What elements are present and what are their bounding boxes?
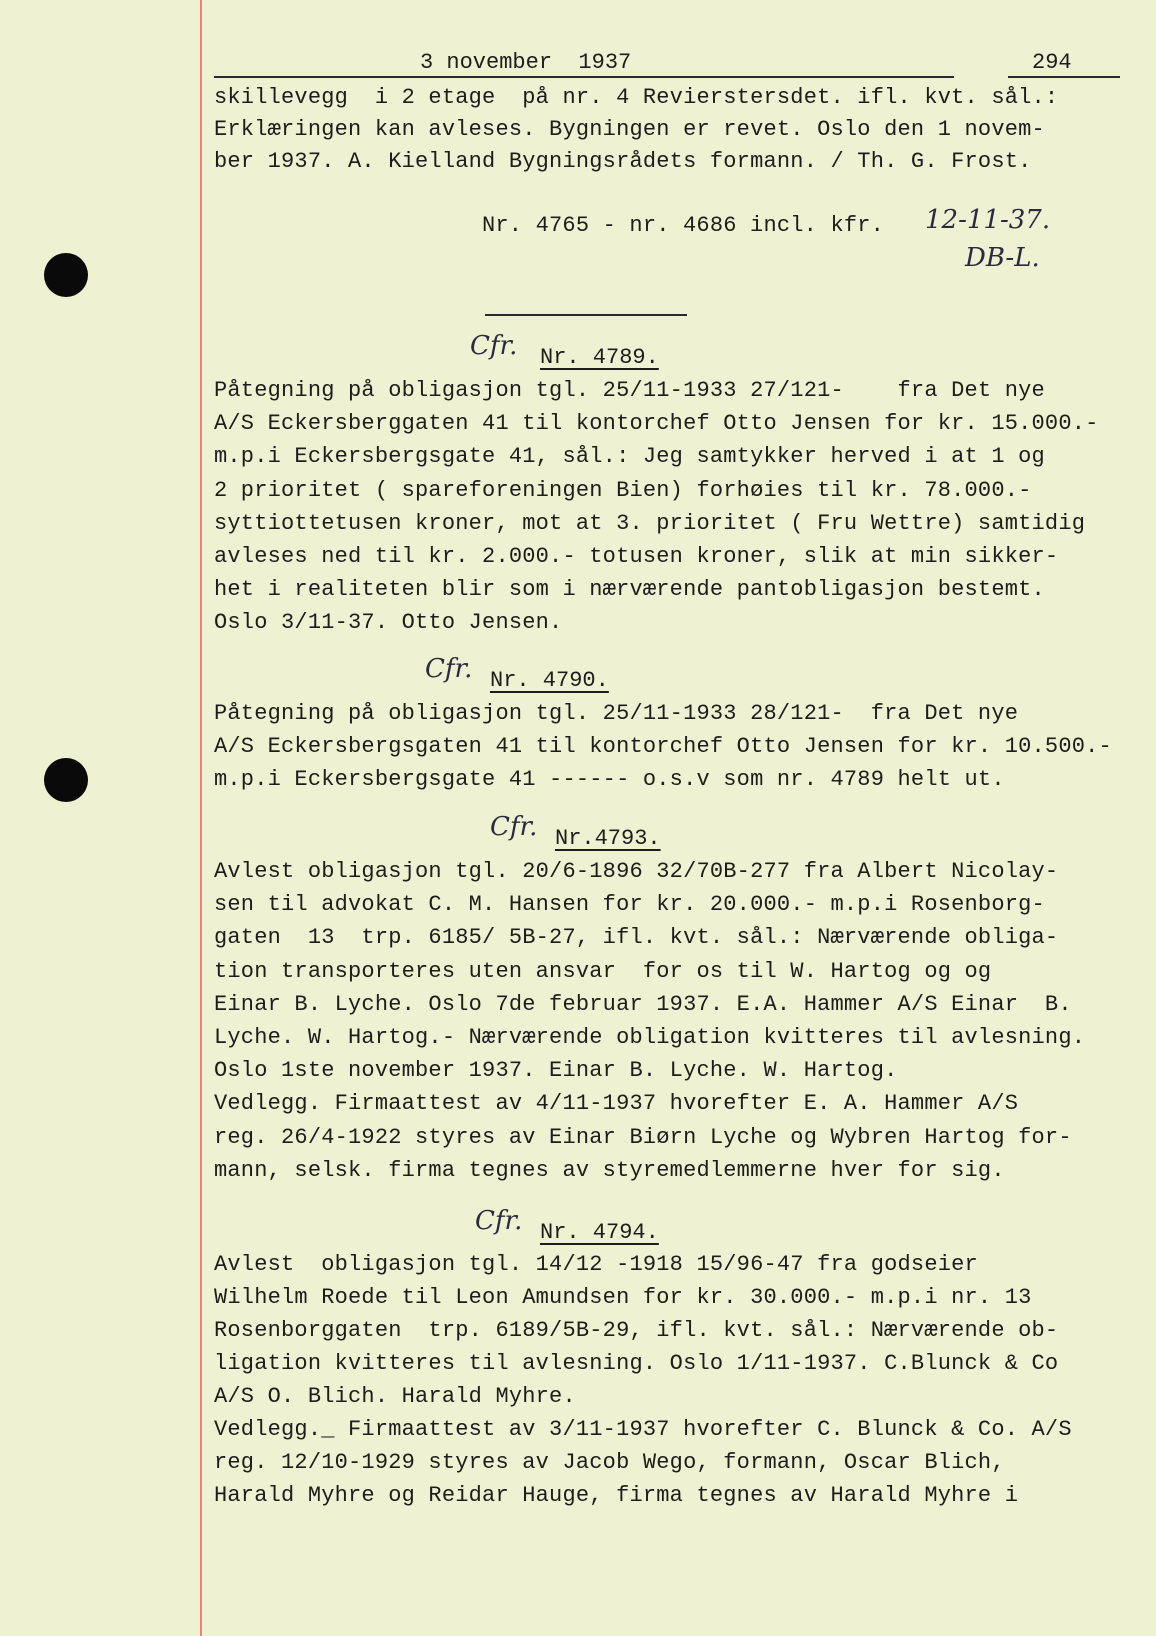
handwritten-mark: Cfr. xyxy=(470,331,518,361)
text-line: A/S Eckersbergsgaten 41 til kontorchef Otto Jensen for kr. 10.500.- xyxy=(214,734,1112,759)
punch-hole xyxy=(44,253,88,297)
handwritten-mark: Cfr. xyxy=(475,1206,523,1236)
entry-number: Nr. 4794. xyxy=(540,1220,659,1245)
text-line: skillevegg i 2 etage på nr. 4 Revierstersdet. ifl. kvt. sål.: xyxy=(214,85,1059,110)
text-line: ligation kvitteres til avlesning. Oslo 1/11-1937. C.Blunck & Co xyxy=(214,1351,1059,1376)
text-line: Vedlegg. Firmaattest av 4/11-1937 hvorefter E. A. Hammer A/S xyxy=(214,1091,1019,1116)
handwritten-initials: DB-L. xyxy=(965,243,1040,273)
entry-number: Nr. 4790. xyxy=(490,668,609,693)
text-line: Oslo 1ste november 1937. Einar B. Lyche. W. Hartog. xyxy=(214,1058,898,1083)
text-line: Rosenborggaten trp. 6189/5B-29, ifl. kvt. sål.: Nærværende ob- xyxy=(214,1318,1059,1343)
text-line: Erklæringen kan avleses. Bygningen er revet. Oslo den 1 novem- xyxy=(214,117,1045,142)
page-number: 294 xyxy=(1032,50,1072,75)
text-line: 2 prioritet ( spareforeningen Bien) forhøies til kr. 78.000.- xyxy=(214,478,1032,503)
handwritten-mark: Cfr. xyxy=(425,654,473,684)
text-line: tion transporteres uten ansvar for os til W. Hartog og og xyxy=(214,959,992,984)
text-line: Lyche. W. Hartog.- Nærværende obligation kvitteres til avlesning. xyxy=(214,1025,1086,1050)
text-line: m.p.i Eckersbergsgate 41, sål.: Jeg samtykker herved i at 1 og xyxy=(214,444,1045,469)
text-line: A/S O. Blich. Harald Myhre. xyxy=(214,1384,576,1409)
text-line: A/S Eckersberggaten 41 til kontorchef Otto Jensen for kr. 15.000.- xyxy=(214,411,1099,436)
page-date: 3 november 1937 xyxy=(420,50,632,75)
entry-number: Nr. 4789. xyxy=(540,345,659,370)
text-line: syttiottetusen kroner, mot at 3. prioritet ( Fru Wettre) samtidig xyxy=(214,511,1086,536)
text-line: gaten 13 trp. 6185/ 5B-27, ifl. kvt. sål.: Nærværende obliga- xyxy=(214,925,1059,950)
margin-line xyxy=(200,0,202,1636)
text-line: reg. 12/10-1929 styres av Jacob Wego, formann, Oscar Blich, xyxy=(214,1450,1005,1475)
text-line: Wilhelm Roede til Leon Amundsen for kr. 30.000.- m.p.i nr. 13 xyxy=(214,1285,1032,1310)
text-line: avleses ned til kr. 2.000.- totusen kroner, slik at min sikker- xyxy=(214,544,1059,569)
handwritten-mark: Cfr. xyxy=(490,812,538,842)
text-line: Vedlegg._ Firmaattest av 3/11-1937 hvorefter C. Blunck & Co. A/S xyxy=(214,1417,1072,1442)
text-line: Oslo 3/11-37. Otto Jensen. xyxy=(214,610,563,635)
text-line: mann, selsk. firma tegnes av styremedlemmerne hver for sig. xyxy=(214,1158,1005,1183)
text-line: Avlest obligasjon tgl. 20/6-1896 32/70B-277 fra Albert Nicolay- xyxy=(214,859,1059,884)
text-line: Einar B. Lyche. Oslo 7de februar 1937. E.A. Hammer A/S Einar B. xyxy=(214,992,1072,1017)
header-rule xyxy=(214,76,954,78)
entry-number: Nr.4793. xyxy=(555,826,661,851)
punch-hole xyxy=(44,758,88,802)
text-line: Harald Myhre og Reidar Hauge, firma tegnes av Harald Myhre i xyxy=(214,1483,1019,1508)
handwritten-date: 12-11-37. xyxy=(925,205,1051,235)
section-divider xyxy=(485,314,687,316)
text-line: Påtegning på obligasjon tgl. 25/11-1933 28/121- fra Det nye xyxy=(214,701,1019,726)
range-note: Nr. 4765 - nr. 4686 incl. kfr. xyxy=(482,213,885,238)
text-line: Avlest obligasjon tgl. 14/12 -1918 15/96-47 fra godseier xyxy=(214,1252,978,1277)
text-line: m.p.i Eckersbergsgate 41 ------ o.s.v som nr. 4789 helt ut. xyxy=(214,767,1005,792)
text-line: het i realiteten blir som i nærværende pantobligasjon bestemt. xyxy=(214,577,1045,602)
text-line: sen til advokat C. M. Hansen for kr. 20.000.- m.p.i Rosenborg- xyxy=(214,892,1045,917)
header-rule xyxy=(1008,76,1120,78)
text-line: reg. 26/4-1922 styres av Einar Biørn Lyche og Wybren Hartog for- xyxy=(214,1125,1072,1150)
text-line: ber 1937. A. Kielland Bygningsrådets formann. / Th. G. Frost. xyxy=(214,149,1032,174)
text-line: Påtegning på obligasjon tgl. 25/11-1933 27/121- fra Det nye xyxy=(214,378,1045,403)
